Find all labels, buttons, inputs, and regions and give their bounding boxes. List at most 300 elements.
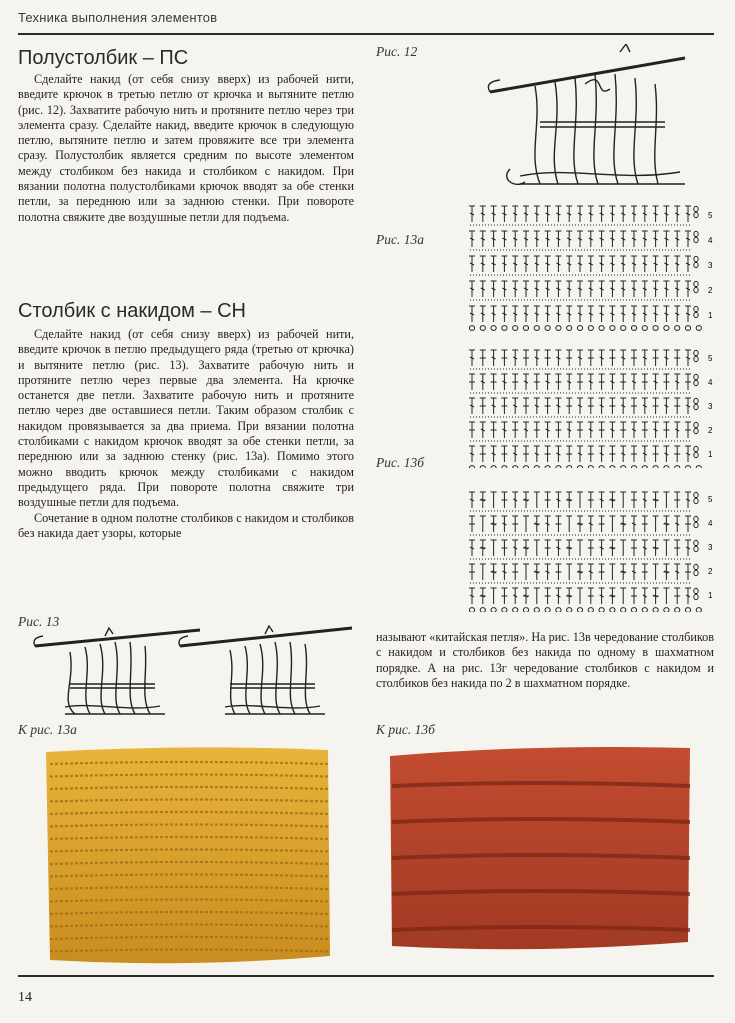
stitch-symbol [588,446,594,462]
stitch-symbol [534,492,540,508]
stitch-symbol [685,256,691,272]
stitch-symbol [599,306,605,322]
stitch-symbol [523,540,529,556]
stitch-symbol [577,281,583,297]
stitch-symbol [523,398,529,414]
stitch-symbol [555,588,561,604]
stitch-symbol [555,231,561,247]
stitch-symbol [491,516,497,532]
stitch-symbol [501,446,507,462]
stitch-symbol [555,540,561,556]
stitch-symbol [653,540,659,556]
stitch-symbol [534,256,540,272]
section2-text2: Сочетание в одном полотне столбиков с накидом и столбиков без накида дает узоры, которые [18,510,354,540]
stitch-symbol [555,374,561,390]
stitch-symbol [577,306,583,322]
stitch-symbol [491,306,497,322]
stitch-symbol [685,492,691,508]
stitch-symbol [663,492,669,508]
stitch-symbol [469,306,475,322]
row-number: 2 [708,567,713,576]
stitch-symbol [609,588,615,604]
stitch-symbol [631,564,637,580]
stitch-symbol [523,256,529,272]
stitch-symbol [480,398,486,414]
stitch-symbol [545,306,551,322]
stitch-symbol [674,516,680,532]
stitch-symbol [577,206,583,222]
stitch-symbol [512,350,518,366]
swatch-red-photo [384,742,696,956]
stitch-symbol [599,231,605,247]
stitch-symbol [609,281,615,297]
stitch-symbol [631,540,637,556]
stitch-symbol [663,231,669,247]
row-number: 5 [708,495,713,504]
stitch-symbol [577,422,583,438]
stitch-symbol [577,256,583,272]
stitch-symbol [642,422,648,438]
stitch-symbol [663,206,669,222]
stitch-symbol [663,588,669,604]
stitch-symbol [512,374,518,390]
stitch-symbol [642,516,648,532]
stitch-symbol [491,422,497,438]
stitch-symbol [523,281,529,297]
stitch-symbol [588,206,594,222]
stitch-symbol [674,446,680,462]
stitch-symbol [642,564,648,580]
stitch-symbol [491,446,497,462]
stitch-symbol [599,374,605,390]
stitch-symbol [685,281,691,297]
stitch-symbol [534,540,540,556]
stitch-symbol [609,516,615,532]
stitch-symbol [534,422,540,438]
stitch-symbol [501,256,507,272]
section2-text1: Сделайте накид (от себя снизу вверх) из рабочей нити, введите крючок в петлю предыдущего ряда (третью от крючка) и вытяните петлю (рис. 13). Захватите рабочую нить и протяните петлю через первые два элемента. На крючке останется две петли. Захватите рабочую нить и протяните петлю через две оставшиеся петли. Таким образом столбик с накидом провязывается за два приема. При вязании полотна столбиками с накидом крючок вводят за обе стенки петли, за переднюю или за заднюю стенку (рис. 13а). Помимо этого можно вводить крючок между столбиками с накидом предыдущего ряда. При повороте полотна свяжите три воздушные петли для подъема. [18,327,354,510]
caption-fig13: Рис. 13 [18,614,60,629]
stitch-symbol [642,374,648,390]
stitch-symbol [674,256,680,272]
stitch-symbol [491,256,497,272]
stitch-symbol [685,446,691,462]
stitch-symbol [685,350,691,366]
stitch-symbol [631,281,637,297]
stitch-symbol [631,231,637,247]
stitch-symbol [653,422,659,438]
stitch-symbol [588,588,594,604]
stitch-symbol [545,492,551,508]
continuation-text: называют «китайская петля». На рис. 13в чередование столбиков с накидом и столбиков без накида по одному в шахматном порядке. А на рис. 13г чередование столбиков с накидом и столбиков без накида по 2 в шахматном порядке. [376,630,714,690]
stitch-symbol [566,281,572,297]
stitch-symbol [480,540,486,556]
stitch-symbol [501,422,507,438]
stitch-symbol [534,516,540,532]
stitch-symbol [609,564,615,580]
stitch-symbol [653,306,659,322]
stitch-symbol [545,231,551,247]
stitch-symbol [501,516,507,532]
stitch-symbol [663,564,669,580]
stitch-symbol [545,516,551,532]
row-number: 5 [708,211,713,220]
stitch-symbol [469,206,475,222]
stitch-symbol [523,492,529,508]
stitch-symbol [534,564,540,580]
stitch-symbol [609,306,615,322]
stitch-symbol [491,206,497,222]
stitch-symbol [501,206,507,222]
stitch-symbol [555,281,561,297]
stitch-symbol [469,281,475,297]
stitch-symbol [545,206,551,222]
row-number: 4 [708,519,713,528]
stitch-symbol [555,206,561,222]
stitch-symbol [491,350,497,366]
stitch-symbol [480,350,486,366]
caption-fig13a: Рис. 13а [376,232,424,247]
stitch-symbol [545,422,551,438]
stitch-symbol [653,206,659,222]
running-header: Техника выполнения элементов [18,10,218,25]
stitch-symbol [599,492,605,508]
stitch-symbol [653,446,659,462]
stitch-symbol [545,350,551,366]
stitch-symbol [566,492,572,508]
stitch-symbol [599,516,605,532]
stitch-symbol [631,422,637,438]
chart-fig13b-1 [464,348,718,468]
stitch-symbol [631,206,637,222]
stitch-symbol [642,492,648,508]
stitch-symbol [469,492,475,508]
stitch-symbol [480,516,486,532]
stitch-symbol [663,256,669,272]
stitch-symbol [534,281,540,297]
stitch-symbol [653,231,659,247]
stitch-symbol [501,540,507,556]
foundation-chain [469,326,701,331]
stitch-symbol [566,422,572,438]
stitch-symbol [588,256,594,272]
stitch-symbol [620,374,626,390]
stitch-symbol [609,350,615,366]
stitch-symbol [469,231,475,247]
stitch-symbol [653,374,659,390]
page-number: 14 [18,990,32,1005]
stitch-symbol [674,422,680,438]
stitch-symbol [674,492,680,508]
stitch-symbol [653,588,659,604]
stitch-symbol [566,231,572,247]
stitch-symbol [631,374,637,390]
stitch-symbol [501,564,507,580]
stitch-symbol [653,492,659,508]
stitch-symbol [577,492,583,508]
stitch-symbol [588,281,594,297]
stitch-symbol [523,231,529,247]
stitch-symbol [620,256,626,272]
stitch-symbol [523,588,529,604]
stitch-symbol [523,374,529,390]
stitch-symbol [588,540,594,556]
stitch-symbol [491,492,497,508]
stitch-symbol [685,422,691,438]
stitch-symbol [631,306,637,322]
stitch-symbol [480,588,486,604]
stitch-symbol [469,516,475,532]
stitch-symbol [577,374,583,390]
stitch-symbol [663,281,669,297]
chart-fig13b-2 [464,488,718,612]
stitch-symbol [523,446,529,462]
stitch-symbol [631,446,637,462]
stitch-symbol [663,350,669,366]
stitch-symbol [642,350,648,366]
stitch-symbol [685,398,691,414]
stitch-symbol [501,492,507,508]
stitch-symbol [545,540,551,556]
stitch-symbol [480,492,486,508]
stitch-symbol [491,281,497,297]
stitch-symbol [566,516,572,532]
stitch-symbol [469,540,475,556]
stitch-symbol [653,398,659,414]
row-number: 3 [708,543,713,552]
stitch-symbol [685,564,691,580]
stitch-symbol [501,350,507,366]
stitch-symbol [469,446,475,462]
stitch-symbol [480,446,486,462]
stitch-symbol [566,564,572,580]
swatch-yellow-photo [38,742,336,970]
stitch-symbol [555,306,561,322]
stitch-symbol [534,398,540,414]
stitch-symbol [577,398,583,414]
stitch-symbol [674,564,680,580]
stitch-symbol [685,374,691,390]
stitch-symbol [599,398,605,414]
stitch-symbol [663,374,669,390]
section2-body [18,327,354,541]
stitch-symbol [599,206,605,222]
stitch-symbol [685,516,691,532]
stitch-symbol [642,281,648,297]
stitch-symbol [534,374,540,390]
stitch-symbol [566,446,572,462]
stitch-symbol [599,281,605,297]
stitch-symbol [469,564,475,580]
stitch-symbol [545,588,551,604]
stitch-symbol [599,564,605,580]
stitch-symbol [469,398,475,414]
stitch-symbol [577,540,583,556]
stitch-symbol [534,206,540,222]
chain-symbols [694,588,698,599]
stitch-symbol [501,374,507,390]
row-number: 1 [708,591,713,600]
stitch-symbol [674,231,680,247]
stitch-symbol [512,446,518,462]
stitch-symbol [631,516,637,532]
stitch-symbol [577,231,583,247]
stitch-symbol [599,588,605,604]
stitch-symbol [566,256,572,272]
stitch-symbol [566,588,572,604]
row-number: 4 [708,378,713,387]
stitch-symbol [653,281,659,297]
stitch-symbol [653,256,659,272]
stitch-symbol [491,564,497,580]
stitch-symbol [588,422,594,438]
stitch-symbol [566,206,572,222]
caption-fig13b: Рис. 13б [376,455,425,470]
stitch-symbol [588,564,594,580]
stitch-symbol [491,231,497,247]
stitch-symbol [599,256,605,272]
stitch-symbol [512,564,518,580]
stitch-symbol [631,256,637,272]
stitch-symbol [588,398,594,414]
stitch-symbol [609,374,615,390]
stitch-symbol [555,398,561,414]
stitch-symbol [545,256,551,272]
section1-text: Сделайте накид (от себя снизу вверх) из рабочей нити, введите крючок в третью петлю от крючка и вытяните петлю (рис. 12). Захватите рабочую нить и протяните петлю через три элемента сразу. Сделайте накид, введите крючок в следующую петлю, вытяните петлю и затем провяжите все три элемента сразу. Полустолбик является средним по высоте элементом между столбиком без накида и столбиком с накидом. При вязании полотна полустолбиками крючок вводят за обе стенки петли, за переднюю или за заднюю стенки. При повороте полотна свяжите две воздушные петли для подъема. [18,72,354,224]
stitch-symbol [555,350,561,366]
stitch-symbol [491,588,497,604]
stitch-symbol [577,516,583,532]
stitch-symbol [674,206,680,222]
stitch-symbol [631,350,637,366]
stitch-symbol [534,588,540,604]
stitch-symbol [480,281,486,297]
stitch-symbol [663,540,669,556]
stitch-symbol [523,206,529,222]
stitch-symbol [577,350,583,366]
stitch-symbol [501,231,507,247]
stitch-symbol [501,281,507,297]
row-number: 1 [708,311,713,320]
stitch-symbol [512,422,518,438]
stitch-symbol [609,206,615,222]
stitch-symbol [555,564,561,580]
stitch-symbol [512,540,518,556]
stitch-symbol [523,306,529,322]
stitch-symbol [501,588,507,604]
stitch-symbol [566,398,572,414]
stitch-symbol [685,231,691,247]
stitch-symbol [555,492,561,508]
row-number: 1 [708,450,713,459]
stitch-symbol [674,398,680,414]
stitch-symbol [599,446,605,462]
stitch-symbol [609,422,615,438]
stitch-symbol [620,398,626,414]
stitch-symbol [512,492,518,508]
stitch-symbol [523,350,529,366]
section1-title: Полустолбик – ПС [18,47,189,69]
stitch-symbol [512,306,518,322]
fig12-illustration [480,44,695,192]
stitch-symbol [491,398,497,414]
caption-photo13b: К рис. 13б [376,722,435,737]
foundation-chain [469,466,701,468]
stitch-symbol [588,492,594,508]
stitch-symbol [512,588,518,604]
stitch-symbol [588,231,594,247]
stitch-symbol [642,206,648,222]
stitch-symbol [642,588,648,604]
stitch-symbol [469,256,475,272]
stitch-symbol [653,564,659,580]
stitch-symbol [674,281,680,297]
stitch-symbol [523,422,529,438]
stitch-symbol [685,206,691,222]
stitch-symbol [588,306,594,322]
row-number: 2 [708,286,713,295]
stitch-symbol [555,256,561,272]
stitch-symbol [523,564,529,580]
section2-title: Столбик с накидом – СН [18,300,246,322]
stitch-symbol [480,374,486,390]
stitch-symbol [642,446,648,462]
stitch-symbol [609,256,615,272]
stitch-symbol [620,422,626,438]
stitch-symbol [663,422,669,438]
chart-fig13a [464,204,718,332]
row-number: 3 [708,402,713,411]
stitch-symbol [512,231,518,247]
caption-fig12: Рис. 12 [376,44,418,59]
stitch-symbol [609,398,615,414]
chain-symbols [694,306,698,317]
stitch-symbol [631,398,637,414]
stitch-symbol [620,588,626,604]
stitch-symbol [480,231,486,247]
footer-rule [18,975,714,977]
stitch-symbol [491,374,497,390]
stitch-symbol [545,281,551,297]
row-number: 5 [708,354,713,363]
stitch-symbol [588,350,594,366]
stitch-symbol [512,281,518,297]
stitch-symbol [620,516,626,532]
foundation-chain [469,608,701,612]
stitch-symbol [491,540,497,556]
stitch-symbol [566,374,572,390]
stitch-symbol [685,588,691,604]
caption-photo13a: К рис. 13а [18,722,77,737]
stitch-symbol [609,446,615,462]
stitch-symbol [545,564,551,580]
stitch-symbol [577,446,583,462]
stitch-symbol [469,350,475,366]
stitch-symbol [620,306,626,322]
stitch-symbol [609,231,615,247]
stitch-symbol [685,306,691,322]
stitch-symbol [480,564,486,580]
stitch-symbol [545,446,551,462]
stitch-symbol [674,540,680,556]
stitch-symbol [480,256,486,272]
stitch-symbol [642,398,648,414]
stitch-symbol [577,564,583,580]
row-number: 2 [708,426,713,435]
stitch-symbol [663,516,669,532]
stitch-symbol [501,306,507,322]
stitch-symbol [620,350,626,366]
